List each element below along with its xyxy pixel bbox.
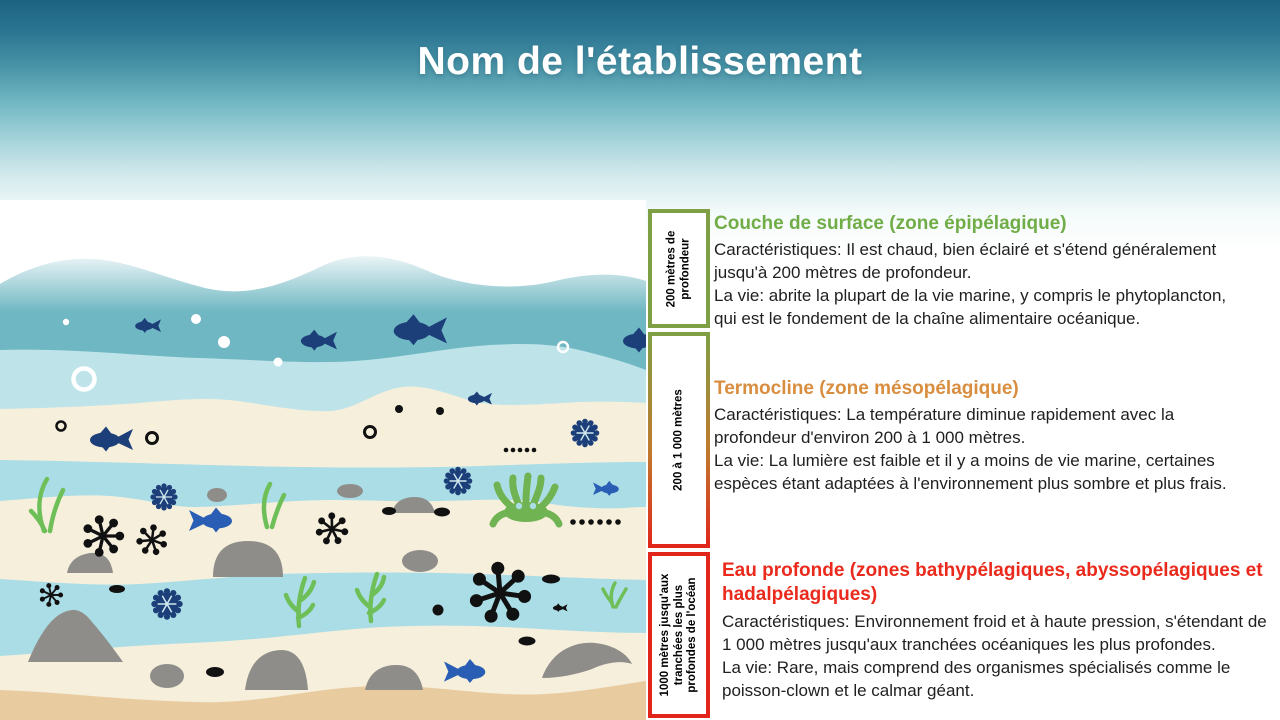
depth-label: 200 mètres de profondeur xyxy=(665,230,691,307)
section-body-line: La vie: Rare, mais comprend des organismes spécialisés comme le xyxy=(722,658,1231,677)
section-heading: Eau profonde (zones bathypélagiques, abyssopélagiques et hadalpélagiques) xyxy=(722,560,1263,605)
section-body-line: poisson-clown et le calmar géant. xyxy=(722,681,975,700)
ocean-illustration xyxy=(0,200,646,720)
section-body-line: Caractéristiques: Environnement froid et à haute pression, s'étendant de xyxy=(722,612,1267,631)
section-body-line: profondeur d'environ 200 à 1 000 mètres. xyxy=(714,428,1026,447)
section-deep-water-zone xyxy=(722,559,1274,702)
section-body-line: qui est le fondement de la chaîne alimentaire océanique. xyxy=(714,309,1141,328)
section-body-line: Caractéristiques: La température diminue rapidement avec la xyxy=(714,405,1175,424)
section-body-line: espèces étant adaptées à l'environnement plus sombre et plus frais. xyxy=(714,474,1227,493)
depth-bracket-surface xyxy=(648,209,710,328)
section-body-line: La vie: La lumière est faible et il y a moins de vie marine, certaines xyxy=(714,451,1215,470)
surface-fade xyxy=(0,200,646,312)
section-heading: Termocline (zone mésopélagique) xyxy=(714,378,1019,399)
section-body-line: jusqu'à 200 mètres de profondeur. xyxy=(714,263,972,282)
section-thermocline-zone xyxy=(714,377,1274,495)
depth-bracket-deep xyxy=(648,552,710,718)
depth-label: 1000 mètres jusqu'aux tranchées les plus profondes de l'océan xyxy=(658,573,698,697)
section-heading: Couche de surface (zone épipélagique) xyxy=(714,213,1067,234)
depth-bracket-thermocline xyxy=(648,332,710,548)
section-body-line: 1 000 mètres jusqu'aux tranchées océaniques les plus profondes. xyxy=(722,635,1216,654)
section-surface-zone xyxy=(714,212,1274,330)
section-body-line: La vie: abrite la plupart de la vie marine, y compris le phytoplancton, xyxy=(714,286,1227,305)
section-body-line: Caractéristiques: Il est chaud, bien éclairé et s'étend généralement xyxy=(714,240,1217,259)
slide-title: Nom de l'établissement xyxy=(417,40,863,83)
depth-label: 200 à 1 000 mètres xyxy=(672,389,685,491)
